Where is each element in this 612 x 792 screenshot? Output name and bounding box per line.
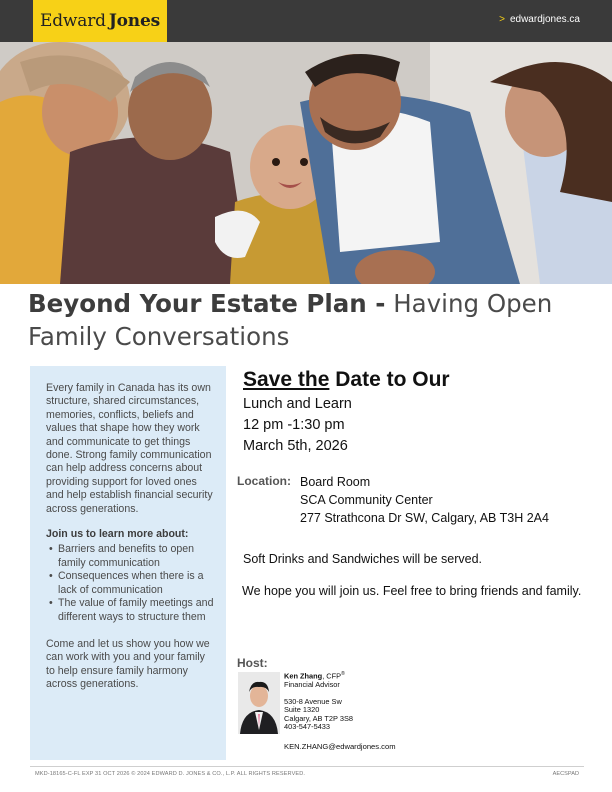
save-the-date-rest: Date to Our bbox=[329, 368, 450, 391]
event-details bbox=[243, 366, 593, 457]
host-title: Financial Advisor bbox=[284, 680, 340, 690]
topic-item: • The value of family meetings and different ways to structure them bbox=[46, 597, 216, 624]
sidebar-closing: Come and let us show you how we can work with you and your family to help ensure family harmony across generations. bbox=[46, 637, 210, 691]
location-address bbox=[300, 473, 612, 527]
host-designation: , CFP bbox=[322, 671, 342, 681]
event-name: Lunch and Learn bbox=[243, 396, 352, 412]
sidebar-panel bbox=[30, 366, 226, 760]
invitation-note: We hope you will join us. Feel free to bring friends and family. bbox=[242, 584, 582, 598]
refreshments-note: Soft Drinks and Sandwiches will be served. bbox=[243, 552, 483, 566]
topic-item: • Barriers and benefits to open family communication bbox=[46, 543, 216, 570]
host-name: Ken Zhang bbox=[284, 671, 323, 681]
footer-code: AECSPAD bbox=[552, 771, 579, 777]
page-title-bold: Beyond Your Estate Plan - bbox=[28, 289, 386, 318]
location-line: SCA Community Center bbox=[300, 493, 433, 507]
sidebar-intro: Every family in Canada has its own structure, shared circumstances, memories, conflicts, beliefs and values that shape how they work and communicate to get things done. Strong family communication can help address concerns about providing support for loved ones and help establish financial security across generations. bbox=[46, 382, 213, 515]
host-email-link[interactable]: KEN.ZHANG@edwardjones.com bbox=[284, 742, 396, 751]
chevron-right-icon: > bbox=[499, 14, 505, 25]
event-time: 12 pm -1:30 pm bbox=[243, 417, 345, 433]
family-photo-illustration bbox=[0, 42, 612, 284]
host-phone: 403-547-5433 bbox=[284, 722, 331, 732]
hero-family-photo bbox=[0, 42, 612, 284]
footer-legal: MKD-18165-C-FL EXP 31 OCT 2026 © 2024 EDWARD D. JONES & CO., L.P. ALL RIGHTS RESERVED. bbox=[35, 771, 306, 777]
topic-item: • Consequences when there is a lack of communication bbox=[46, 570, 216, 597]
location-line: 277 Strathcona Dr SW, Calgary, AB T3H 2A4 bbox=[300, 511, 549, 525]
logo-text: Edward bbox=[40, 11, 106, 31]
location-line: Board Room bbox=[300, 475, 371, 489]
registered-mark: ® bbox=[341, 671, 345, 677]
page-title bbox=[28, 287, 598, 353]
host-address: Calgary, AB T2P 3S8 bbox=[284, 713, 354, 723]
website-link-text: edwardjones.ca bbox=[509, 14, 580, 25]
sidebar-join-heading: Join us to learn more about: bbox=[46, 528, 189, 541]
location-label: Location: bbox=[237, 474, 291, 488]
save-the-date-heading bbox=[243, 366, 593, 394]
host-address: 530-8 Avenue Sw bbox=[284, 696, 342, 706]
host-label: Host: bbox=[237, 656, 268, 670]
topic-list bbox=[46, 543, 216, 623]
host-contact bbox=[284, 670, 424, 732]
footer-divider bbox=[30, 766, 584, 767]
logo-text-bold: Jones bbox=[108, 11, 160, 31]
host-address: Suite 1320 bbox=[284, 705, 320, 715]
host-portrait bbox=[238, 672, 280, 734]
host-avatar bbox=[238, 672, 280, 734]
edward-jones-logo[interactable] bbox=[33, 0, 167, 42]
website-link[interactable] bbox=[499, 14, 580, 25]
event-date: March 5th, 2026 bbox=[243, 438, 348, 454]
header-bar bbox=[0, 0, 612, 42]
page-title-rest: Having Open Family Conversations bbox=[28, 289, 553, 351]
save-the-date-underlined: Save the bbox=[243, 368, 330, 391]
